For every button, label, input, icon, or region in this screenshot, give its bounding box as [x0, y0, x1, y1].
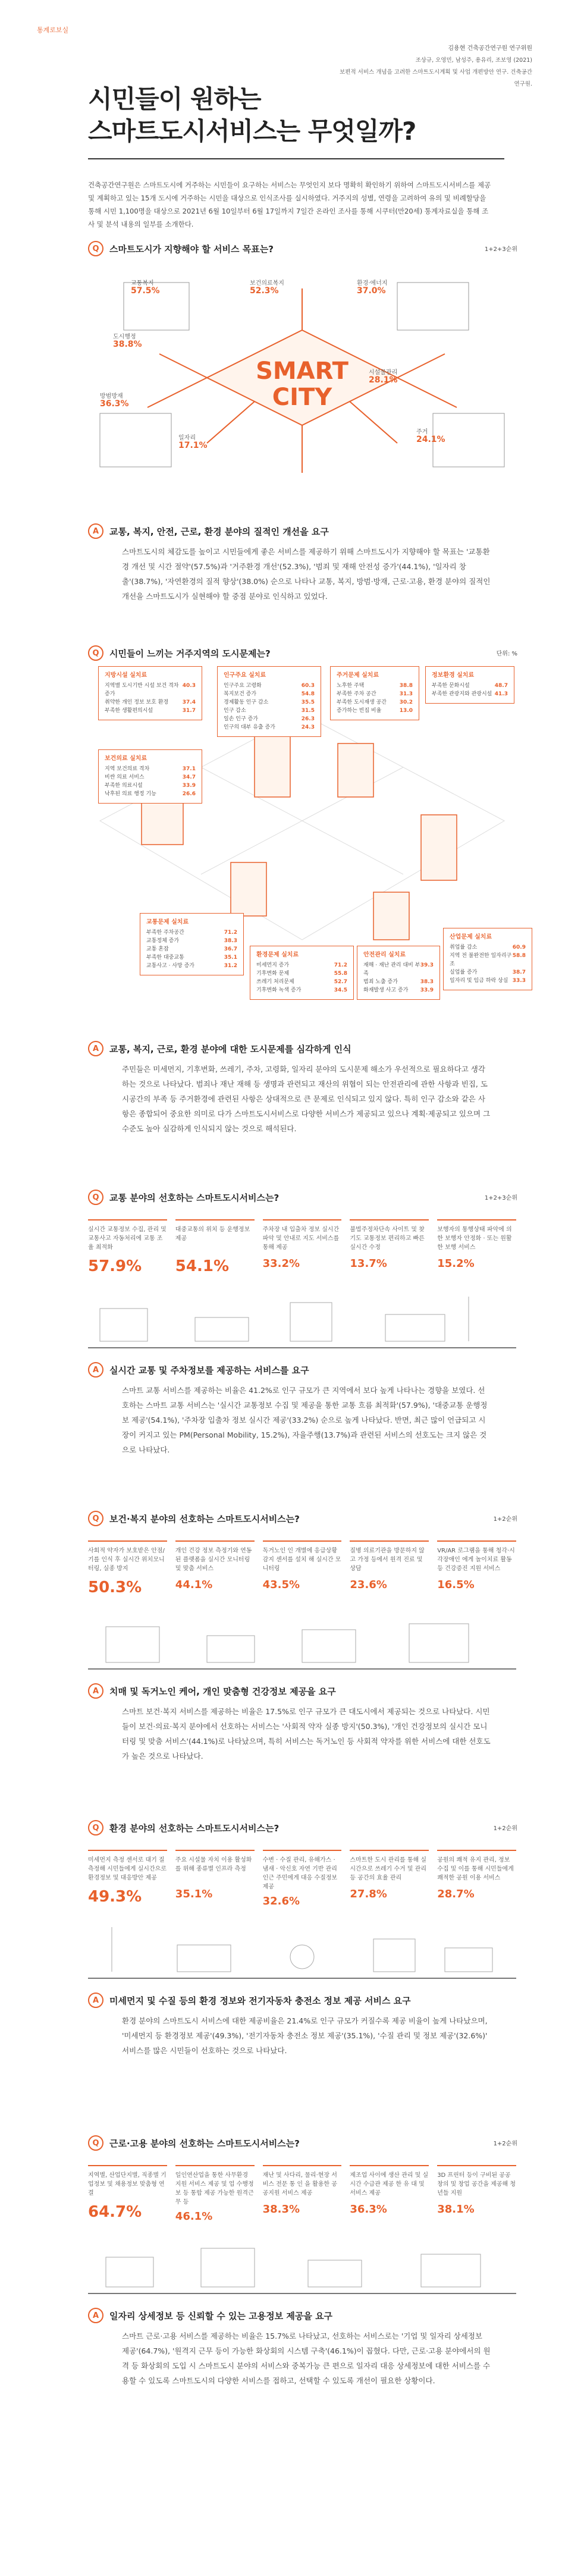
goal-admin — [113, 333, 172, 349]
answer-2-text: 교통, 복지, 근로, 환경 분야에 대한 도시문제를 심각하게 인식 — [109, 1043, 351, 1055]
legend-row-label: 실업률 증가 — [450, 969, 478, 975]
question-2-note: 단위: % — [496, 651, 517, 657]
legend-row-value: 55.8 — [334, 971, 347, 977]
legend-row-value: 40.3 — [182, 683, 196, 689]
legend-row-value: 58.8 — [512, 953, 526, 959]
question-2 — [88, 645, 271, 661]
legend-box-6-title: 교통문제 실치료 — [146, 919, 189, 925]
card-label: 질병 의료기관을 방문하지 않고 가정 등에서 원격 진료 및 상담 — [350, 1548, 425, 1572]
legend-row-value: 34.5 — [334, 987, 347, 993]
title-divider — [88, 158, 504, 159]
legend-row-label: 재해 · 재난 관리 대비 부족 — [363, 962, 420, 977]
legend-row — [450, 977, 526, 985]
jobs-card — [88, 2165, 167, 2223]
goal-housing-value: 24.1% — [416, 435, 445, 444]
goal-housing-label: 주거 — [416, 429, 428, 435]
health-card — [350, 1540, 429, 1596]
jobs-card — [437, 2165, 516, 2223]
legend-row-value: 38.3 — [420, 979, 434, 985]
card-label: 독거노인 인 개별에 응급상황 감지 센서를 설치 해 실시간 모니터링 — [262, 1548, 341, 1572]
smart-city-center: SMART — [256, 357, 348, 385]
legend-row — [432, 682, 508, 690]
legend-row-value: 31.7 — [182, 708, 196, 714]
legend-row-label: 인구 감소 — [224, 708, 246, 714]
legend-row — [337, 707, 413, 715]
q-icon: Q — [88, 1511, 103, 1526]
legend-row — [146, 962, 237, 970]
author-coauthors: 조상규, 오영민, 남성주, 용유리, 조보영 (2021) — [415, 57, 532, 64]
answer-3-body: 스마트 교통 서비스를 제공하는 비율은 41.2%로 인구 규모가 큰 지역에서 보다 높게 나타나는 경향을 보였다. 선호하는 스마트 교통 서비스는 '실시간 교통정보 수집 및 제공을 통한 교통 흐름 최적화'(57.9%), '대중교통 운행정보 제공'(54.1%), '주차장 입출차 정보 실시간 제공'(33.2%) 순으로 높게 나타났다. 반면, 최근 많이 언급되고 시장이 커지고 있는 PM(Personal Mobility, 15.2%), 자율주행(13.7%)과 관련된 서비스의 선호도는 크지 않은 것으로 나타났다. — [122, 1386, 488, 1454]
health-card — [437, 1540, 516, 1596]
answer-5-body: 환경 분야의 스마트도시 서비스에 대한 제공비율은 21.4%로 인구 규모가 커질수록 제공 비율이 높게 나타났으며, '미세먼지 등 환경정보 제공'(49.3%), '전기자동차 충전소 정보 제공'(35.1%), '수질 관리 및 정보 제공'(32.6%)' 서비스를 많은 시민들이 선호하는 것으로 나타났다. — [122, 2016, 488, 2055]
answer-1-body: 스마트도시의 체감도를 높이고 시민들에게 좋은 서비스를 제공하기 위해 스마트도시가 지향해야 할 목표는 '교통환경 개선 및 시간 절약'(57.5%)과 '거주환경 개선'(52.3%), '범죄 및 재해 안전성 증가'(44.1%), '일자리 창출'(38.7%), '자연환경의 질적 향상'(38.0%) 순으로 나타나 교통, 복지, 방범·방재, 근로·고용, 환경 분야의 질적인 개선을 스마트도시가 실현해야 할 중점 분야로 인식하고 있었다. — [122, 547, 491, 601]
legend-row-label: 부족한 주차공간 — [146, 930, 184, 936]
traffic-cards — [88, 1219, 516, 1275]
answer-3 — [88, 1362, 309, 1378]
health-card — [263, 1540, 342, 1596]
environment-scene — [88, 1915, 516, 1978]
legend-row — [224, 723, 315, 732]
legend-box-3-title: 주거문제 실치료 — [337, 672, 379, 679]
legend-row-value: 33.9 — [420, 987, 434, 993]
legend-row-value: 37.4 — [182, 699, 196, 705]
goal-jobs-label: 일자리 — [178, 435, 196, 441]
card-label: 수변 · 수질 관리, 유해가스 · 냄새 · 악신호 자연 기반 관리 인근 주민에게 대응 수질정보 제공 — [262, 1857, 338, 1890]
question-6 — [88, 2135, 300, 2151]
legend-row — [105, 765, 196, 773]
legend-row — [224, 707, 315, 715]
a-icon: A — [88, 523, 103, 539]
legend-box-2-title: 인구주요 실치료 — [224, 672, 266, 679]
answer-5-text: 미세먼지 및 수질 등의 환경 정보와 전기자동차 충전소 정보 제공 서비스 요구 — [109, 1995, 411, 2006]
legend-row — [105, 782, 196, 790]
legend-row-value: 37.1 — [182, 766, 196, 772]
card-value: 33.2% — [262, 1257, 300, 1270]
legend-box-5-title: 보건의료 실치료 — [105, 755, 147, 762]
goal-jobs-value: 17.1% — [178, 441, 208, 450]
legend-row — [146, 937, 237, 945]
legend-row-label: 경제활동 인구 감소 — [224, 699, 269, 705]
legend-row-value: 13.0 — [399, 708, 413, 714]
goal-safety — [100, 393, 159, 409]
card-label: 3D 프린터 등이 구비된 공공 창의 및 창업 공간을 제공해 청년들 지원 — [437, 2172, 516, 2197]
legend-row-label: 노후한 주택 — [337, 683, 365, 689]
traffic-scene — [88, 1285, 516, 1347]
legend-row — [105, 773, 196, 782]
card-value: 43.5% — [262, 1579, 300, 1591]
goal-facility — [369, 369, 428, 385]
legend-row — [432, 690, 508, 698]
legend-row-label: 부족한 도시재생 공간 — [337, 699, 387, 705]
card-label: 대중교통의 위치 등 운행정보 제공 — [175, 1226, 250, 1242]
legend-row-label: 부족한 의료시설 — [105, 783, 143, 789]
smart-city-center-2: CITY — [272, 384, 332, 411]
legend-row-value: 26.3 — [301, 716, 315, 722]
traffic-card — [263, 1219, 342, 1275]
title-block — [88, 83, 457, 159]
card-value: 64.7% — [88, 2203, 142, 2221]
legend-row — [146, 945, 237, 953]
author-source: 보편적 서비스 개념을 고려한 스마트도시계획 및 사업 개편방안 연구. 건축공간연구원. — [340, 69, 532, 87]
a-icon: A — [88, 1041, 103, 1056]
jobs-card — [350, 2165, 429, 2223]
card-value: 50.3% — [88, 1579, 142, 1596]
q-icon: Q — [88, 645, 103, 661]
question-4-note: 1+2순위 — [493, 1516, 517, 1523]
legend-row — [146, 928, 237, 937]
ground-line — [88, 1347, 516, 1348]
question-4-text: 보건·복지 분야의 선호하는 스마트도시서비스는? — [109, 1513, 300, 1524]
answer-4-text: 치매 및 독거노인 케어, 개인 맞춤형 건강정보 제공을 요구 — [109, 1686, 336, 1697]
legend-row-value: 38.7 — [512, 969, 526, 975]
environment-card — [175, 1850, 255, 1907]
card-label: 미세먼지 측정 센서로 대기 질 측정해 시민들에게 실시간으로 환경정보 및 대응방안 제공 — [88, 1857, 167, 1881]
legend-box-2 — [217, 666, 321, 737]
card-label: 실시간 교통정보 수집, 관리 및 교통사고 자동처리에 교통 조율 최적화 — [88, 1226, 167, 1251]
traffic-card — [350, 1219, 429, 1275]
legend-row-label: 비싼 의료 서비스 — [105, 774, 145, 780]
jobs-card — [175, 2165, 255, 2223]
card-value: 23.6% — [350, 1579, 387, 1591]
card-value: 35.1% — [175, 1888, 213, 1900]
legend-box-5 — [98, 749, 202, 804]
card-label: 스마트한 도시 관리를 통해 실시간으로 쓰레기 수거 및 관리 등 공간의 효율 관리 — [350, 1857, 427, 1881]
legend-row-label: 교통 혼잡 — [146, 946, 169, 952]
legend-box-9 — [443, 928, 532, 990]
question-4 — [88, 1511, 300, 1526]
legend-row — [224, 682, 315, 690]
ground-line — [88, 1668, 516, 1670]
legend-box-7-title: 환경문제 실치료 — [256, 952, 299, 958]
legend-row — [256, 978, 347, 986]
legend-row-label: 지역 보건의료 격차 — [105, 766, 150, 772]
question-3-text: 교통 분야의 선호하는 스마트도시서비스는? — [109, 1192, 280, 1203]
ground-line — [88, 1978, 516, 1979]
answer-2-body: 주민들은 미세먼지, 기후변화, 쓰레기, 주차, 고령화, 일자리 분야의 도시문제 해소가 우선적으로 필요하다고 생각하는 것으로 나타났다. 범죄나 재난 재해 등 생명과 관련되고 재산의 위협이 되는 안전관리에 관한 사항과 빈집, 도시공간의 부족 등 주거환경에 관련된 사항은 상대적으로 큰 문제로 인식되고 있지 않다. 특히 인구 감소와 같은 사항은 종합되어 중요한 의미로 다가 스마트도시서비스로 다양한 서비스가 제공되고 있으나 계획·제공되고 있으며 그 수준도 높아 실감하게 인식되지 않는 것으로 해석된다. — [122, 1065, 491, 1133]
question-5 — [88, 1820, 279, 1835]
goal-traffic-label: 교통복지 — [131, 280, 154, 287]
legend-row — [105, 682, 196, 698]
a-icon: A — [88, 1683, 103, 1699]
answer-6 — [88, 2308, 332, 2323]
legend-row-label: 취업률 감소 — [450, 945, 478, 950]
card-label: 재난 및 사다리, 물리·현장 서비스 전문 통 인 을 활용한 공공지원 서비스 제공 — [262, 2172, 337, 2197]
page-title-line2: 스마트도시서비스는 무엇일까? — [88, 117, 416, 146]
ground-line — [88, 2293, 516, 2294]
legend-row-label: 지역별 도시기반 시설 보건 격차 증가 — [105, 683, 179, 697]
legend-row — [363, 978, 434, 986]
legend-row-value: 52.7 — [334, 979, 347, 985]
traffic-card — [437, 1219, 516, 1275]
legend-row-value: 71.2 — [334, 962, 347, 968]
card-label: 개인 건강 정보 측정기와 연동 된 플랫폼을 실시간 모니터링 및 맞춤 서비스 — [175, 1548, 252, 1572]
legend-row — [337, 698, 413, 707]
legend-row-label: 부족한 대중교통 — [146, 955, 184, 961]
question-6-text: 근로·고용 분야의 선호하는 스마트도시서비스는? — [109, 2138, 300, 2149]
legend-row-value: 33.9 — [182, 783, 196, 789]
smart-city-goals-illustration — [88, 265, 516, 503]
question-3-note: 1+2+3순위 — [484, 1195, 517, 1201]
goal-facility-value: 28.1% — [369, 375, 398, 385]
legend-box-8 — [357, 946, 440, 1000]
card-label: 공원의 쾌적 유지 관리, 정보 수집 및 이를 통해 시민들에게 쾌적한 공원 이용 서비스 — [437, 1857, 514, 1881]
health-cards — [88, 1540, 516, 1596]
author-line: 김용현 건축공간연구원 연구위원 — [448, 45, 532, 52]
legend-row-value: 35.5 — [301, 699, 315, 705]
legend-row-value: 54.8 — [301, 691, 315, 697]
legend-row — [224, 698, 315, 707]
card-value: 46.1% — [175, 2210, 213, 2223]
a-icon: A — [88, 1993, 103, 2008]
card-value: 54.1% — [175, 1257, 229, 1275]
legend-row — [105, 707, 196, 715]
legend-row-value: 31.2 — [224, 963, 237, 969]
a-icon: A — [88, 2308, 103, 2323]
card-value: 16.5% — [437, 1579, 475, 1591]
legend-row-label: 기후변화 녹색 증가 — [256, 987, 302, 993]
legend-row — [224, 715, 315, 723]
a-icon: A — [88, 1362, 103, 1378]
goal-safety-label: 방범방재 — [100, 393, 123, 400]
legend-row-label: 쓰레기 처리문제 — [256, 979, 294, 985]
legend-row-label: 복지보건 증가 — [224, 691, 257, 697]
card-label: 불법주정차단속 사이트 및 찾기도 교통정보 편리하고 빠른 실시간 수정 — [350, 1226, 425, 1251]
legend-row — [256, 969, 347, 978]
card-label: 주차장 내 입출차 정보 실시간 파악 및 안내로 지도 서비스를 통해 제공 — [262, 1226, 340, 1251]
question-1-note: 1+2+3순위 — [484, 246, 517, 253]
legend-row — [105, 790, 196, 798]
question-5-text: 환경 분야의 선호하는 스마트도시서비스는? — [109, 1822, 280, 1834]
environment-cards — [88, 1850, 516, 1907]
legend-row-label: 교통정체 증가 — [146, 938, 180, 944]
legend-row-label: 화재발생 사고 증가 — [363, 987, 409, 993]
goal-environment-value: 37.0% — [357, 286, 386, 296]
legend-row-label: 인구주요 고령화 — [224, 683, 262, 689]
card-value: 27.8% — [350, 1888, 387, 1900]
goal-admin-label: 도시행정 — [113, 334, 136, 340]
traffic-card — [175, 1219, 255, 1275]
question-2-text: 시민들이 느끼는 거주지역의 도시문제는? — [109, 648, 271, 659]
legend-row-value: 26.6 — [182, 791, 196, 797]
question-1-text: 스마트도시가 지향해야 할 서비스 목표는? — [109, 243, 274, 255]
answer-2 — [88, 1041, 351, 1056]
card-value: 32.6% — [262, 1895, 300, 1907]
health-scene — [88, 1606, 516, 1668]
goal-traffic — [131, 280, 190, 296]
legend-row-value: 30.2 — [399, 699, 413, 705]
legend-row-value: 39.3 — [420, 962, 434, 968]
legend-row-value: 38.8 — [399, 683, 413, 689]
legend-row-value: 31.3 — [399, 691, 413, 697]
legend-box-1 — [98, 666, 202, 720]
question-1 — [88, 241, 274, 256]
legend-row-label: 증가하는 빈집 비율 — [337, 708, 382, 714]
card-value: 28.7% — [437, 1888, 475, 1900]
legend-row-value: 48.7 — [494, 683, 508, 689]
goal-environment — [357, 280, 416, 296]
legend-row — [450, 943, 526, 952]
legend-box-1-title: 지방시설 실치료 — [105, 672, 147, 679]
goal-jobs — [178, 434, 238, 450]
legend-row-label: 부족한 관광지와 관광시설 — [432, 691, 492, 697]
environment-card — [88, 1850, 167, 1907]
card-value: 15.2% — [437, 1257, 475, 1270]
legend-row-label: 인구의 대부 유출 증가 — [224, 724, 275, 730]
card-value: 57.9% — [88, 1257, 142, 1275]
card-value: 13.7% — [350, 1257, 387, 1270]
environment-card — [263, 1850, 342, 1907]
legend-row-value: 33.3 — [512, 978, 526, 984]
answer-1-text: 교통, 복지, 안전, 근로, 환경 분야의 질적인 개선을 요구 — [109, 526, 329, 537]
legend-row-label: 범죄 노출 증가 — [363, 979, 398, 985]
answer-6-body: 스마트 근로·고용 서비스를 제공하는 비율은 15.7%로 나타났고, 선호하는 서비스로는 '기업 및 일자리 상세정보 제공'(64.7%), '원격지 근무 등이 가능한 화상회의 시스템 구축'(46.1%)이 꼽혔다. 다만, 근로·고용 분야에서의 원격 등 화상회의 도입 시 스마트도시 분야의 서비스와 중복가능 큰 편으로 일자리 대응 상세정보에 대한 서비스를 수용할 수 있도록 스마트도시의 다양한 서비스를 접하고, 선택할 수 있도록 개선이 필요한 상황이다. — [122, 2332, 491, 2385]
goal-welfare — [250, 280, 309, 296]
legend-row — [450, 968, 526, 977]
answer-5 — [88, 1993, 411, 2008]
environment-card — [437, 1850, 516, 1907]
legend-row-label: 부족한 주차 공간 — [337, 691, 376, 697]
answer-4-body: 스마트 보건·복지 서비스를 제공하는 비율은 17.5%로 인구 규모가 큰 대도시에서 제공되는 것으로 나타났다. 시민들이 보건·의료·복지 분야에서 선호하는 서비스는 '사회적 약자 실종 방지'(50.3%), '개인 건강정보의 실시간 모니터링 및 맞춤 서비스'(44.1%)로 나타났으며, 특히 서비스는 독거노인 등 사회적 약자를 위한 서비스에 대한 선호도가 높은 것으로 나타났다. — [122, 1707, 491, 1761]
jobs-cards — [88, 2165, 516, 2223]
card-value: 49.3% — [88, 1888, 142, 1906]
goal-traffic-value: 57.5% — [131, 286, 160, 296]
goal-environment-label: 환경·에너지 — [357, 280, 388, 287]
card-value: 38.1% — [437, 2203, 475, 2216]
q-icon: Q — [88, 2135, 103, 2151]
goal-housing — [416, 428, 476, 444]
legend-row-value: 24.3 — [301, 724, 315, 730]
page-title-line1: 시민들이 원하는 — [88, 84, 261, 114]
card-label: 일인연산업을 통한 사무환경 지원 서비스 제공 및 업 수행정보 등 통합 제공 가능한 원격근무 등 — [175, 2172, 254, 2205]
card-value: 38.3% — [262, 2203, 300, 2216]
legend-box-6 — [140, 913, 244, 975]
health-card — [88, 1540, 167, 1596]
jobs-scene — [88, 2230, 516, 2293]
goal-admin-value: 38.8% — [113, 340, 142, 349]
legend-row-value: 38.3 — [224, 938, 237, 944]
legend-row-label: 교통사고 · 사망 증가 — [146, 963, 194, 969]
legend-row-label: 부족한 문화시설 — [432, 683, 470, 689]
card-value: 36.3% — [350, 2203, 387, 2216]
legend-box-9-title: 산업문제 실치료 — [450, 934, 492, 940]
answer-1 — [88, 523, 329, 539]
legend-row-label: 미세먼지 증가 — [256, 962, 290, 968]
goal-facility-label: 시설물관리 — [369, 369, 398, 376]
question-6-note: 1+2순위 — [493, 2141, 517, 2147]
card-label: 보행자의 통행상태 파악에 의한 보행자 안정화 · 또는 원활한 보행 서비스 — [437, 1226, 512, 1251]
legend-row — [146, 953, 237, 962]
legend-box-3 — [330, 666, 419, 720]
legend-row-label: 부족한 생활편의시설 — [105, 708, 153, 714]
goal-safety-value: 36.3% — [100, 399, 129, 409]
legend-row-value: 60.3 — [301, 683, 315, 689]
legend-row-value: 35.1 — [224, 955, 237, 961]
legend-row — [337, 690, 413, 698]
jobs-card — [263, 2165, 342, 2223]
question-3 — [88, 1190, 279, 1205]
legend-box-8-title: 안전관리 실치료 — [363, 952, 406, 958]
legend-row-label: 취약한 개인 정보 보호 환경 — [105, 699, 169, 705]
environment-card — [350, 1850, 429, 1907]
legend-row-value: 60.9 — [512, 945, 526, 950]
legend-row-label: 기후변화 문제 — [256, 971, 290, 977]
card-label: 제조업 사이에 생산 관리 및 실시간 수급관 제공 한 유 대 및 서비스 제공 — [350, 2172, 429, 2197]
q-icon: Q — [88, 1190, 103, 1205]
legend-row — [450, 952, 526, 968]
question-5-note: 1+2순위 — [493, 1825, 517, 1832]
legend-box-4 — [425, 666, 514, 704]
legend-row — [224, 690, 315, 698]
traffic-card — [88, 1219, 167, 1275]
legend-row — [363, 961, 434, 978]
q-icon: Q — [88, 241, 103, 256]
answer-4 — [88, 1683, 336, 1699]
legend-row-label: 낙후된 의료 행정 기능 — [105, 791, 156, 797]
q-icon: Q — [88, 1820, 103, 1835]
legend-row — [105, 698, 196, 707]
legend-row — [256, 961, 347, 969]
goal-welfare-label: 보건의료복지 — [250, 280, 284, 287]
card-label: 사회적 약자가 보호받은 안점/기를 인식 후 실시간 위치모니터링, 실종 방지 — [88, 1548, 165, 1572]
legend-row-label: 일손 인구 증가 — [224, 716, 258, 722]
legend-row-label: 일자리 및 임금 하락 상실 — [450, 978, 508, 984]
legend-box-7 — [250, 946, 354, 1000]
answer-3-text: 실시간 교통 및 주차정보를 제공하는 서비스를 요구 — [109, 1364, 309, 1376]
legend-row — [256, 986, 347, 994]
legend-row — [337, 682, 413, 690]
legend-row-value: 41.3 — [494, 691, 508, 697]
legend-row-label: 지역 전 불완전한 일자리구조 — [450, 953, 512, 967]
card-label: VR/AR 로그램을 통해 청각·시각장애인 에게 놀이치료 활동 등 건강증진 지원 서비스 — [437, 1548, 515, 1572]
card-value: 44.1% — [175, 1579, 213, 1591]
legend-box-4-title: 정보환경 실치료 — [432, 672, 475, 679]
legend-row-value: 36.7 — [224, 946, 237, 952]
category-label: 통계로보실 — [37, 26, 69, 34]
answer-6-text: 일자리 상세정보 등 신뢰할 수 있는 고용정보 제공을 요구 — [109, 2310, 333, 2321]
intro-text: 건축공간연구원은 스마트도시에 거주하는 시민들이 요구하는 서비스는 무엇인지 보다 명확히 확인하기 위하여 스마트도시서비스를 제공 및 계획하고 있는 15개 도시에 거주하는 시민을 대상으로 인식조사를 실시하였다. 거주지의 성별, 연령을 고려하여 유의 및 비례할당을 통해 시민 1,100명을 대상으로 2021년 6월 10일부터 6월 17일까지 7일간 온라인 조사를 통해 시쿠터(만20세) 통계자료실을 통해 조사 및 분석 내용의 일부를 소개한다. — [88, 181, 491, 228]
legend-row-value: 71.2 — [224, 930, 237, 936]
goal-welfare-value: 52.3% — [250, 286, 279, 296]
card-label: 지역별, 산업단지별, 직종별 기업정보 및 채용정보 맞춤형 연결 — [88, 2172, 167, 2197]
legend-row-value: 34.7 — [182, 774, 196, 780]
card-label: 주요 시설물 자치 이용 활성화를 위해 종류별 인프라 측정 — [175, 1857, 252, 1872]
legend-row-value: 31.5 — [301, 708, 315, 714]
legend-row — [363, 986, 434, 994]
health-card — [175, 1540, 255, 1596]
